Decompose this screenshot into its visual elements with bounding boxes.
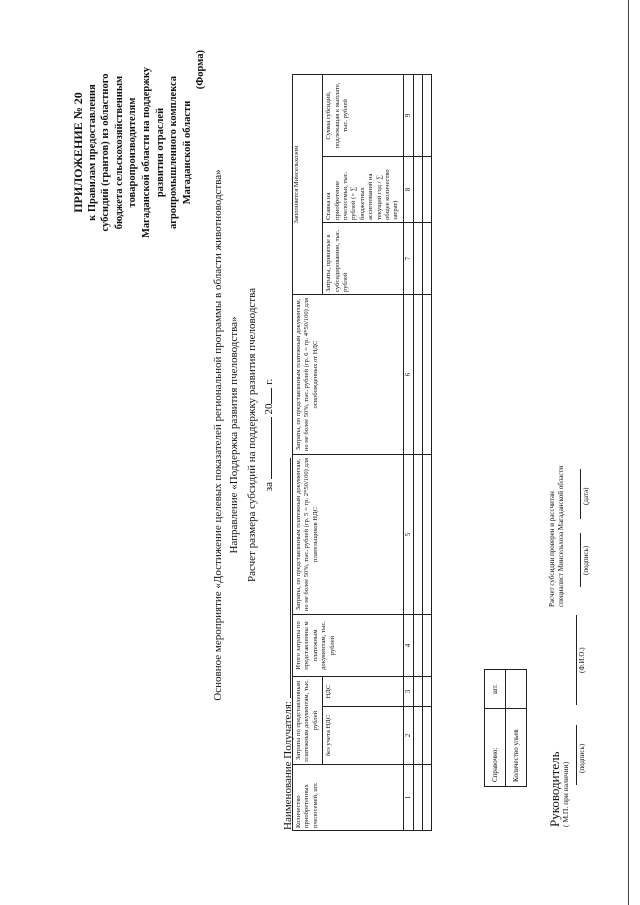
appendix-line: Магаданской области <box>181 100 193 205</box>
table-cell[interactable] <box>422 707 431 765</box>
head-title: Руководитель <box>547 751 562 827</box>
table-cell[interactable] <box>413 295 422 455</box>
seal-note: ( М.П. при наличии) <box>561 761 570 827</box>
appendix-line: субсидий (грантов) из областного <box>100 73 112 232</box>
table-cell[interactable] <box>422 75 431 157</box>
table-cell[interactable] <box>413 677 422 707</box>
reference-hive-label: Количество ульев <box>506 709 527 787</box>
table-row-empty <box>422 75 431 831</box>
form-label: (Форма) <box>195 50 207 90</box>
col-number: 3 <box>403 677 413 707</box>
appendix-header <box>72 50 208 255</box>
recipient-label: Наименование Получателя: <box>282 701 294 830</box>
reference-hive-value[interactable] <box>506 670 527 709</box>
col-header-subsidy-sum: Сумма субсидий, подлежащая к выплате, тыс. рублей <box>323 75 404 157</box>
table-cell[interactable] <box>413 455 422 615</box>
col-header-costs-vat-payers: Затраты, по представленным платежным документам, но не более 50%, тыс. рублей (гр. 5 = гр. 2*50/100) для плательщиков НДС <box>293 455 404 615</box>
table-cell[interactable] <box>413 75 422 157</box>
table-cell[interactable] <box>422 765 431 831</box>
appendix-line: товаропроизводителям <box>127 97 139 208</box>
col-header-payment-costs: Затраты по представленным платежным документам, тыс. рублей <box>293 677 323 765</box>
col-number: 6 <box>403 295 413 455</box>
col-header-total-costs: Итого затраты по представленны м платежным документам, тыс. рублей <box>293 615 404 677</box>
col-number: 8 <box>403 157 413 223</box>
table-row-empty <box>413 75 422 831</box>
appendix-line: к Правилам предоставления <box>86 84 98 221</box>
appendix-title: ПРИЛОЖЕНИЕ № 20 <box>71 92 85 213</box>
head-sign-line <box>576 725 577 785</box>
head-fio-caption: (Ф.И.О.) <box>578 647 586 673</box>
col-header-ministry-group: Заполняется Минсельхозом <box>293 75 323 295</box>
appendix-line: развития отраслей <box>154 107 166 198</box>
appendix-line: бюджета сельскохозяйственным <box>113 75 125 230</box>
col-number: 9 <box>403 75 413 157</box>
reference-unit: шт. <box>485 670 506 709</box>
reference-title: Справочно: <box>485 709 506 787</box>
head-signature-block <box>548 752 571 828</box>
col-number: 1 <box>403 765 413 831</box>
checked-date-caption: (дата) <box>582 487 590 505</box>
table-cell[interactable] <box>422 223 431 295</box>
checked-sign-line <box>580 533 581 587</box>
event-title: Основное мероприятие «Достижение целевых показателей региональной программы в области животноводства» <box>212 169 224 701</box>
appendix-line: агропромышленного комплекса <box>168 75 180 230</box>
period-line <box>262 85 275 785</box>
table-cell[interactable] <box>413 707 422 765</box>
scan-edge-line <box>628 0 629 905</box>
col-number: 7 <box>403 223 413 295</box>
table-cell[interactable] <box>413 765 422 831</box>
recipient-blank <box>280 458 291 698</box>
subsidy-calculation-table <box>292 74 432 831</box>
col-number: 4 <box>403 615 413 677</box>
col-header-rate: Ставка на приобретение пчелосемьи, тыс. рублей (= ∑ бюджетных ассигнований на текущий год / ∑ общее количество затрат) <box>323 157 404 223</box>
period-year: 20 <box>263 403 275 415</box>
calculation-title: Расчет размера субсидий на поддержку развития пчеловодства <box>246 287 258 583</box>
direction-title: Направление «Поддержка развития пчеловодства» <box>228 316 240 554</box>
col-number: 2 <box>403 707 413 765</box>
head-sign-caption: (подпись) <box>578 743 586 773</box>
reference-table <box>484 669 527 787</box>
table-cell[interactable] <box>413 157 422 223</box>
head-fio-line <box>576 615 577 705</box>
table-cell[interactable] <box>422 455 431 615</box>
checked-date-line <box>580 469 581 519</box>
period-prefix: за <box>263 482 275 492</box>
period-suffix: г. <box>263 378 275 385</box>
table-cell[interactable] <box>422 615 431 677</box>
column-number-row <box>403 75 413 831</box>
period-blank <box>262 417 272 479</box>
col-header-accepted-costs: Затраты, принятые к субсидированию, тыс. рублей <box>323 223 404 295</box>
table-cell[interactable] <box>422 157 431 223</box>
appendix-line: Магаданской области на поддержку <box>140 67 152 238</box>
checked-by-block: Расчет субсидии проверен и рассчитан специалист Минсельхоза Магаданской области <box>548 465 565 607</box>
col-header-costs-vat-exempt: Затраты, по представленным платежным документам, но не более 50%, тыс. рублей (гр. 6 = гр. 4*50/100) для освобожденных от НДС <box>293 295 404 455</box>
table-cell[interactable] <box>413 223 422 295</box>
col-header-vat: НДС <box>323 677 404 707</box>
table-cell[interactable] <box>422 295 431 455</box>
checked-sign-caption: (подпись) <box>582 545 590 575</box>
year-blank <box>262 388 272 404</box>
col-header-without-vat: без учета НДС <box>323 707 404 765</box>
table-cell[interactable] <box>413 615 422 677</box>
col-header-hive-count: Количество приобретенных пчелосемей, шт. <box>293 765 404 831</box>
table-cell[interactable] <box>422 677 431 707</box>
col-number: 5 <box>403 455 413 615</box>
